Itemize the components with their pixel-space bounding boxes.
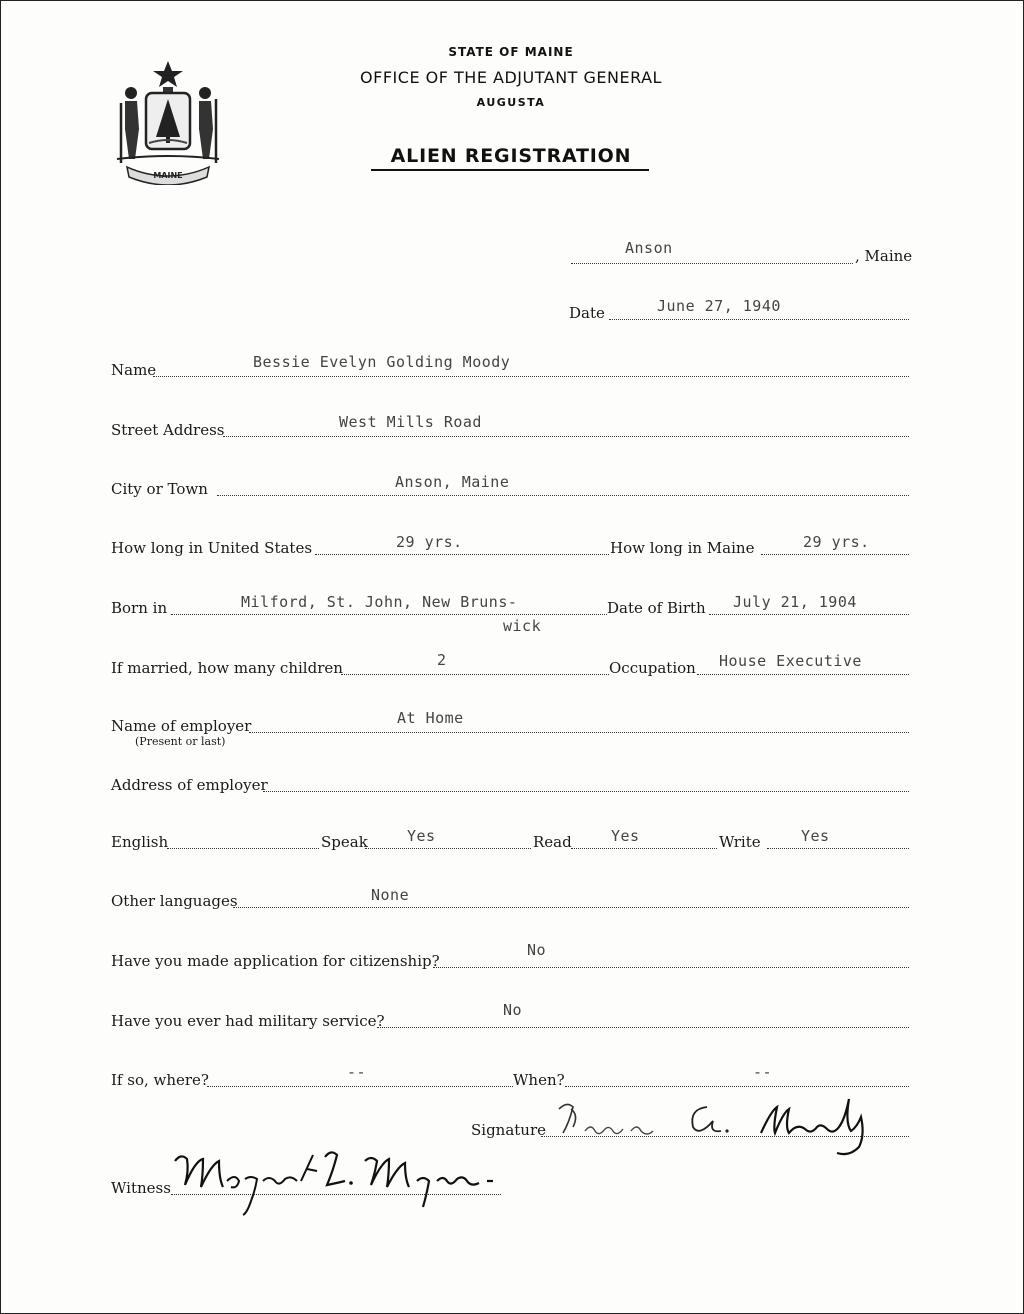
citizenship-line [433, 967, 909, 968]
city-label: City or Town [111, 480, 208, 498]
city-value: Anson, Maine [395, 473, 510, 491]
other-languages-line [233, 907, 909, 908]
other-languages-label: Other languages [111, 892, 238, 910]
when-label: When? [513, 1071, 565, 1089]
born-label: Born in [111, 599, 168, 617]
citizenship-label: Have you made application for citizenship? [111, 952, 440, 970]
applicant-signature [549, 1087, 889, 1167]
dob-label: Date of Birth [607, 599, 706, 617]
employer-value: At Home [397, 709, 464, 727]
office-heading: OFFICE OF THE ADJUTANT GENERAL [360, 68, 662, 87]
military-line [377, 1027, 909, 1028]
signature-label: Signature [471, 1121, 547, 1139]
where-line [207, 1086, 513, 1087]
maine-state-seal-icon [113, 59, 223, 185]
dob-value: July 21, 1904 [733, 593, 857, 611]
maine-years-label: How long in Maine [610, 539, 755, 557]
read-value: Yes [611, 827, 640, 845]
dob-line [709, 614, 909, 615]
employer-sublabel: (Present or last) [135, 735, 226, 748]
street-value: West Mills Road [339, 413, 482, 431]
where-value: -- [347, 1063, 367, 1081]
write-label: Write [719, 833, 761, 851]
employer-address-label: Address of employer [111, 776, 268, 794]
date-line [609, 319, 909, 320]
us-years-value: 29 yrs. [396, 533, 463, 551]
place-line [571, 263, 853, 264]
other-languages-value: None [371, 886, 410, 904]
write-value: Yes [801, 827, 830, 845]
state-heading: STATE OF MAINE [448, 45, 574, 59]
name-value: Bessie Evelyn Golding Moody [253, 353, 511, 371]
occupation-value: House Executive [719, 652, 862, 670]
place-value: Anson [625, 239, 673, 257]
street-line [223, 436, 909, 437]
place-suffix: , Maine [855, 247, 913, 265]
born-value: Milford, St. John, New Bruns- [241, 593, 518, 611]
street-label: Street Address [111, 421, 225, 439]
english-label: English [111, 833, 169, 851]
city-line [217, 495, 909, 496]
military-value: No [503, 1001, 523, 1019]
us-years-label: How long in United States [111, 539, 313, 557]
where-label: If so, where? [111, 1071, 209, 1089]
born-line [171, 614, 607, 615]
citizenship-value: No [527, 941, 547, 959]
speak-value: Yes [407, 827, 436, 845]
name-label: Name [111, 361, 157, 379]
employer-line [249, 732, 909, 733]
children-line [341, 674, 609, 675]
seal-banner-text: MAINE [153, 171, 183, 180]
us-years-line [315, 554, 609, 555]
speak-label: Speak [321, 833, 368, 851]
occupation-line [697, 674, 909, 675]
when-value: -- [753, 1063, 773, 1081]
maine-years-value: 29 yrs. [803, 533, 870, 551]
children-value: 2 [437, 651, 447, 669]
employer-address-line [263, 791, 909, 792]
witness-signature [167, 1141, 507, 1225]
employer-label: Name of employer [111, 717, 252, 735]
read-label: Read [533, 833, 572, 851]
children-label: If married, how many children [111, 659, 343, 677]
write-line [767, 848, 909, 849]
title-underline [371, 169, 649, 171]
speak-line [365, 848, 531, 849]
read-line [571, 848, 717, 849]
maine-years-line [761, 554, 909, 555]
name-line [153, 376, 909, 377]
english-line [167, 848, 319, 849]
born-value-continuation: wick [503, 617, 542, 635]
city-heading: AUGUSTA [476, 96, 546, 109]
date-value: June 27, 1940 [657, 297, 781, 315]
occupation-label: Occupation [609, 659, 696, 677]
witness-label: Witness [111, 1179, 171, 1197]
date-label: Date [569, 304, 605, 322]
military-label: Have you ever had military service? [111, 1012, 385, 1030]
form-title: ALIEN REGISTRATION [390, 145, 632, 167]
